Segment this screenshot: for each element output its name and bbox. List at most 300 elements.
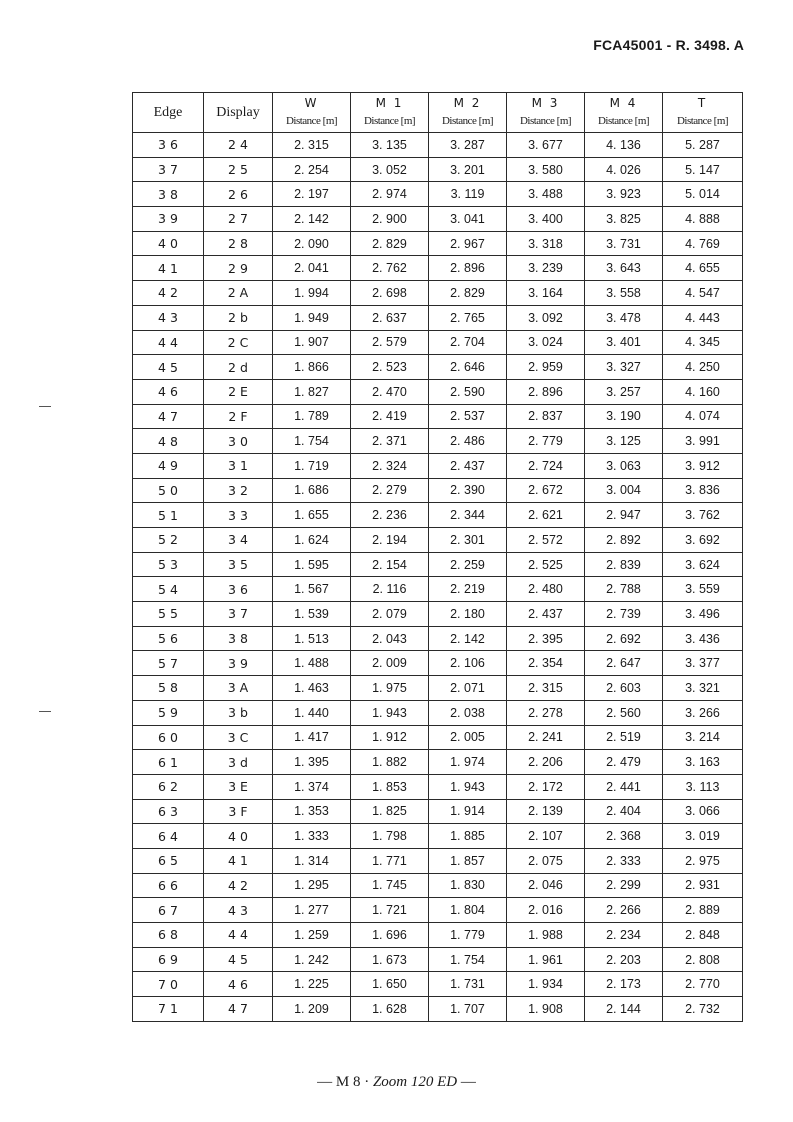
m2-cell: 2. 344 — [429, 503, 507, 528]
m3-cell: 3. 580 — [507, 157, 585, 182]
w-cell: 1. 314 — [273, 848, 351, 873]
t-cell: 4. 250 — [663, 355, 743, 380]
m2-cell: 1. 914 — [429, 799, 507, 824]
m4-cell: 3. 257 — [585, 379, 663, 404]
t-cell: 3. 912 — [663, 453, 743, 478]
w-cell: 2. 197 — [273, 182, 351, 207]
m3-cell: 3. 318 — [507, 231, 585, 256]
m2-cell: 2. 704 — [429, 330, 507, 355]
t-cell: 3. 214 — [663, 725, 743, 750]
series-unit: Distance [m] — [597, 115, 650, 127]
edge-cell: 62 — [133, 774, 204, 799]
w-cell: 2. 315 — [273, 133, 351, 158]
edge-cell: 57 — [133, 651, 204, 676]
display-cell: 33 — [204, 503, 273, 528]
display-cell: 31 — [204, 453, 273, 478]
t-cell: 4. 160 — [663, 379, 743, 404]
m3-cell: 2. 572 — [507, 528, 585, 553]
m3-cell: 2. 959 — [507, 355, 585, 380]
table-header-row — [133, 93, 743, 133]
display-cell: 27 — [204, 207, 273, 232]
edge-cell: 46 — [133, 379, 204, 404]
m4-cell: 2. 368 — [585, 824, 663, 849]
m1-cell: 2. 637 — [351, 305, 429, 330]
w-cell: 1. 242 — [273, 947, 351, 972]
m4-cell: 2. 560 — [585, 700, 663, 725]
display-cell: 3E — [204, 774, 273, 799]
m2-cell: 2. 180 — [429, 602, 507, 627]
m2-cell: 2. 829 — [429, 281, 507, 306]
m4-cell: 2. 892 — [585, 528, 663, 553]
m1-cell: 1. 882 — [351, 750, 429, 775]
w-cell: 2. 090 — [273, 231, 351, 256]
m2-cell: 1. 857 — [429, 848, 507, 873]
m1-cell: 2. 009 — [351, 651, 429, 676]
m3-cell: 3. 239 — [507, 256, 585, 281]
edge-cell: 39 — [133, 207, 204, 232]
m1-cell: 2. 043 — [351, 626, 429, 651]
table-row — [133, 824, 743, 849]
series-header-m4 — [585, 93, 663, 133]
table-row — [133, 700, 743, 725]
m2-cell: 2. 106 — [429, 651, 507, 676]
table-row — [133, 330, 743, 355]
m4-cell: 2. 739 — [585, 602, 663, 627]
m3-cell: 3. 677 — [507, 133, 585, 158]
table-row — [133, 379, 743, 404]
m2-cell: 2. 390 — [429, 478, 507, 503]
m1-cell: 2. 194 — [351, 528, 429, 553]
m3-cell: 2. 075 — [507, 848, 585, 873]
display-cell: 45 — [204, 947, 273, 972]
w-cell: 1. 789 — [273, 404, 351, 429]
edge-cell: 37 — [133, 157, 204, 182]
display-cell: 3A — [204, 676, 273, 701]
m2-cell: 2. 967 — [429, 231, 507, 256]
table-row — [133, 750, 743, 775]
m4-cell: 2. 603 — [585, 676, 663, 701]
page-number: M 8 · — [335, 1074, 370, 1090]
table-row — [133, 626, 743, 651]
m2-cell: 3. 287 — [429, 133, 507, 158]
m4-cell: 3. 063 — [585, 453, 663, 478]
m1-cell: 1. 745 — [351, 873, 429, 898]
display-cell: 34 — [204, 528, 273, 553]
series-header-m1 — [351, 93, 429, 133]
series-name: M 1 — [375, 96, 404, 110]
table-row — [133, 429, 743, 454]
m1-cell: 1. 628 — [351, 997, 429, 1022]
m4-cell: 2. 299 — [585, 873, 663, 898]
w-cell: 2. 041 — [273, 256, 351, 281]
m3-cell: 2. 837 — [507, 404, 585, 429]
series-name: T — [697, 96, 708, 110]
m3-cell: 1. 961 — [507, 947, 585, 972]
m4-cell: 2. 173 — [585, 972, 663, 997]
m3-cell: 2. 724 — [507, 453, 585, 478]
edge-cell: 69 — [133, 947, 204, 972]
m2-cell: 2. 259 — [429, 552, 507, 577]
m1-cell: 1. 696 — [351, 923, 429, 948]
display-cell: 2A — [204, 281, 273, 306]
m2-cell: 2. 896 — [429, 256, 507, 281]
m1-cell: 1. 943 — [351, 700, 429, 725]
table-row — [133, 157, 743, 182]
m3-cell: 1. 908 — [507, 997, 585, 1022]
display-cell: 38 — [204, 626, 273, 651]
w-cell: 1. 295 — [273, 873, 351, 898]
m2-cell: 2. 005 — [429, 725, 507, 750]
m1-cell: 2. 324 — [351, 453, 429, 478]
m3-cell: 2. 896 — [507, 379, 585, 404]
t-cell: 3. 559 — [663, 577, 743, 602]
edge-cell: 58 — [133, 676, 204, 701]
edge-cell: 67 — [133, 898, 204, 923]
m1-cell: 2. 236 — [351, 503, 429, 528]
m4-cell: 3. 125 — [585, 429, 663, 454]
m3-cell: 2. 480 — [507, 577, 585, 602]
t-cell: 2. 931 — [663, 873, 743, 898]
display-cell: 30 — [204, 429, 273, 454]
m2-cell: 1. 804 — [429, 898, 507, 923]
table-row — [133, 848, 743, 873]
m1-cell: 2. 419 — [351, 404, 429, 429]
w-cell: 1. 655 — [273, 503, 351, 528]
display-cell: 3C — [204, 725, 273, 750]
m4-cell: 4. 136 — [585, 133, 663, 158]
edge-cell: 54 — [133, 577, 204, 602]
m2-cell: 1. 779 — [429, 923, 507, 948]
m3-cell: 3. 488 — [507, 182, 585, 207]
w-cell: 1. 686 — [273, 478, 351, 503]
display-cell: 43 — [204, 898, 273, 923]
m4-cell: 3. 401 — [585, 330, 663, 355]
model-name: Zoom 120 ED — [372, 1074, 458, 1090]
m4-cell: 2. 441 — [585, 774, 663, 799]
edge-cell: 50 — [133, 478, 204, 503]
t-cell: 3. 113 — [663, 774, 743, 799]
display-cell: 3b — [204, 700, 273, 725]
edge-cell: 56 — [133, 626, 204, 651]
series-name: M 2 — [453, 96, 482, 110]
m2-cell: 2. 301 — [429, 528, 507, 553]
m3-cell: 3. 400 — [507, 207, 585, 232]
m1-cell: 2. 762 — [351, 256, 429, 281]
table-row — [133, 972, 743, 997]
m3-cell: 2. 395 — [507, 626, 585, 651]
w-cell: 1. 624 — [273, 528, 351, 553]
table-row — [133, 923, 743, 948]
document-id: FCA45001 - R. 3498. A — [593, 37, 744, 53]
edge-cell: 44 — [133, 330, 204, 355]
t-cell: 4. 074 — [663, 404, 743, 429]
edge-cell: 38 — [133, 182, 204, 207]
series-name: M 4 — [609, 96, 638, 110]
m2-cell: 1. 707 — [429, 997, 507, 1022]
table-body — [133, 133, 743, 1022]
edge-cell: 45 — [133, 355, 204, 380]
display-cell: 25 — [204, 157, 273, 182]
m2-cell: 1. 754 — [429, 947, 507, 972]
edge-cell: 41 — [133, 256, 204, 281]
margin-tick-mark — [39, 711, 51, 712]
footer-dash: — — [317, 1074, 333, 1090]
m4-cell: 3. 478 — [585, 305, 663, 330]
display-cell: 2F — [204, 404, 273, 429]
w-cell: 1. 488 — [273, 651, 351, 676]
table-row — [133, 182, 743, 207]
m2-cell: 1. 974 — [429, 750, 507, 775]
display-cell: 37 — [204, 602, 273, 627]
display-header: Display — [204, 93, 273, 133]
display-cell: 42 — [204, 873, 273, 898]
table-row — [133, 305, 743, 330]
table-row — [133, 799, 743, 824]
table-row — [133, 133, 743, 158]
m1-cell: 2. 279 — [351, 478, 429, 503]
table-row — [133, 355, 743, 380]
t-cell: 3. 836 — [663, 478, 743, 503]
display-cell: 39 — [204, 651, 273, 676]
m3-cell: 2. 172 — [507, 774, 585, 799]
table-row — [133, 676, 743, 701]
t-cell: 3. 692 — [663, 528, 743, 553]
t-cell: 3. 377 — [663, 651, 743, 676]
m3-cell: 1. 988 — [507, 923, 585, 948]
m3-cell: 2. 672 — [507, 478, 585, 503]
w-cell: 1. 754 — [273, 429, 351, 454]
t-cell: 4. 769 — [663, 231, 743, 256]
w-cell: 2. 254 — [273, 157, 351, 182]
table-row — [133, 404, 743, 429]
w-cell: 1. 463 — [273, 676, 351, 701]
m1-cell: 2. 079 — [351, 602, 429, 627]
m3-cell: 2. 525 — [507, 552, 585, 577]
w-cell: 1. 994 — [273, 281, 351, 306]
m2-cell: 3. 119 — [429, 182, 507, 207]
m1-cell: 2. 829 — [351, 231, 429, 256]
table-row — [133, 552, 743, 577]
edge-cell: 60 — [133, 725, 204, 750]
edge-cell: 61 — [133, 750, 204, 775]
table-row — [133, 947, 743, 972]
m2-cell: 3. 041 — [429, 207, 507, 232]
m3-cell: 2. 354 — [507, 651, 585, 676]
m4-cell: 3. 558 — [585, 281, 663, 306]
m4-cell: 2. 947 — [585, 503, 663, 528]
t-cell: 3. 266 — [663, 700, 743, 725]
m1-cell: 1. 798 — [351, 824, 429, 849]
display-cell: 2b — [204, 305, 273, 330]
m3-cell: 2. 107 — [507, 824, 585, 849]
t-cell: 5. 287 — [663, 133, 743, 158]
display-cell: 35 — [204, 552, 273, 577]
m4-cell: 3. 731 — [585, 231, 663, 256]
t-cell: 5. 014 — [663, 182, 743, 207]
margin-tick-mark — [39, 406, 51, 407]
edge-cell: 36 — [133, 133, 204, 158]
t-cell: 3. 019 — [663, 824, 743, 849]
m3-cell: 2. 621 — [507, 503, 585, 528]
table-row — [133, 997, 743, 1022]
edge-cell: 53 — [133, 552, 204, 577]
m4-cell: 2. 692 — [585, 626, 663, 651]
m2-cell: 3. 201 — [429, 157, 507, 182]
m1-cell: 3. 052 — [351, 157, 429, 182]
m3-cell: 2. 315 — [507, 676, 585, 701]
w-cell: 1. 949 — [273, 305, 351, 330]
edge-cell: 65 — [133, 848, 204, 873]
m3-cell: 2. 241 — [507, 725, 585, 750]
table-row — [133, 207, 743, 232]
t-cell: 4. 443 — [663, 305, 743, 330]
series-header-m3 — [507, 93, 585, 133]
m2-cell: 1. 731 — [429, 972, 507, 997]
w-cell: 1. 595 — [273, 552, 351, 577]
t-cell: 5. 147 — [663, 157, 743, 182]
display-cell: 2d — [204, 355, 273, 380]
series-name: M 3 — [531, 96, 560, 110]
display-cell: 29 — [204, 256, 273, 281]
edge-cell: 71 — [133, 997, 204, 1022]
m2-cell: 1. 943 — [429, 774, 507, 799]
w-cell: 1. 353 — [273, 799, 351, 824]
display-cell: 26 — [204, 182, 273, 207]
m1-cell: 2. 470 — [351, 379, 429, 404]
m1-cell: 2. 900 — [351, 207, 429, 232]
distance-table — [132, 92, 743, 1022]
w-cell: 1. 539 — [273, 602, 351, 627]
m4-cell: 2. 647 — [585, 651, 663, 676]
m3-cell: 3. 024 — [507, 330, 585, 355]
w-cell: 1. 333 — [273, 824, 351, 849]
m2-cell: 2. 437 — [429, 453, 507, 478]
table-row — [133, 774, 743, 799]
display-cell: 2E — [204, 379, 273, 404]
m4-cell: 2. 519 — [585, 725, 663, 750]
edge-cell: 43 — [133, 305, 204, 330]
display-cell: 24 — [204, 133, 273, 158]
m1-cell: 1. 975 — [351, 676, 429, 701]
edge-cell: 63 — [133, 799, 204, 824]
table-row — [133, 256, 743, 281]
edge-cell: 70 — [133, 972, 204, 997]
m3-cell: 2. 046 — [507, 873, 585, 898]
m4-cell: 2. 234 — [585, 923, 663, 948]
edge-cell: 40 — [133, 231, 204, 256]
display-cell: 3d — [204, 750, 273, 775]
m2-cell: 1. 885 — [429, 824, 507, 849]
t-cell: 4. 345 — [663, 330, 743, 355]
m4-cell: 2. 839 — [585, 552, 663, 577]
m3-cell: 3. 164 — [507, 281, 585, 306]
edge-cell: 55 — [133, 602, 204, 627]
w-cell: 1. 866 — [273, 355, 351, 380]
w-cell: 1. 209 — [273, 997, 351, 1022]
t-cell: 2. 975 — [663, 848, 743, 873]
m3-cell: 2. 278 — [507, 700, 585, 725]
footer-dash: — — [460, 1074, 476, 1090]
t-cell: 4. 547 — [663, 281, 743, 306]
display-cell: 32 — [204, 478, 273, 503]
m1-cell: 2. 974 — [351, 182, 429, 207]
m2-cell: 2. 219 — [429, 577, 507, 602]
t-cell: 2. 808 — [663, 947, 743, 972]
w-cell: 1. 277 — [273, 898, 351, 923]
display-cell: 3F — [204, 799, 273, 824]
table-row — [133, 528, 743, 553]
t-cell: 4. 888 — [663, 207, 743, 232]
t-cell: 3. 066 — [663, 799, 743, 824]
m4-cell: 2. 788 — [585, 577, 663, 602]
edge-cell: 42 — [133, 281, 204, 306]
edge-cell: 47 — [133, 404, 204, 429]
w-cell: 1. 907 — [273, 330, 351, 355]
table-row — [133, 651, 743, 676]
series-header-m2 — [429, 93, 507, 133]
edge-cell: 49 — [133, 453, 204, 478]
t-cell: 3. 991 — [663, 429, 743, 454]
t-cell: 2. 770 — [663, 972, 743, 997]
t-cell: 2. 848 — [663, 923, 743, 948]
m4-cell: 2. 404 — [585, 799, 663, 824]
m3-cell: 2. 016 — [507, 898, 585, 923]
series-name: W — [304, 96, 319, 110]
m4-cell: 3. 923 — [585, 182, 663, 207]
t-cell: 3. 762 — [663, 503, 743, 528]
m1-cell: 2. 579 — [351, 330, 429, 355]
display-cell: 28 — [204, 231, 273, 256]
table-row — [133, 503, 743, 528]
m1-cell: 2. 698 — [351, 281, 429, 306]
edge-cell: 51 — [133, 503, 204, 528]
m1-cell: 2. 523 — [351, 355, 429, 380]
m1-cell: 3. 135 — [351, 133, 429, 158]
m2-cell: 2. 142 — [429, 626, 507, 651]
m4-cell: 2. 479 — [585, 750, 663, 775]
m4-cell: 3. 825 — [585, 207, 663, 232]
series-unit: Distance [m] — [441, 115, 494, 127]
m4-cell: 3. 643 — [585, 256, 663, 281]
m1-cell: 1. 771 — [351, 848, 429, 873]
m3-cell: 2. 779 — [507, 429, 585, 454]
display-cell: 41 — [204, 848, 273, 873]
w-cell: 1. 417 — [273, 725, 351, 750]
table-row — [133, 231, 743, 256]
m1-cell: 2. 116 — [351, 577, 429, 602]
display-cell: 36 — [204, 577, 273, 602]
edge-header: Edge — [133, 93, 204, 133]
m4-cell: 3. 190 — [585, 404, 663, 429]
m1-cell: 1. 853 — [351, 774, 429, 799]
w-cell: 1. 440 — [273, 700, 351, 725]
t-cell: 4. 655 — [663, 256, 743, 281]
m1-cell: 1. 721 — [351, 898, 429, 923]
m4-cell: 2. 144 — [585, 997, 663, 1022]
t-cell: 2. 732 — [663, 997, 743, 1022]
t-cell: 3. 624 — [663, 552, 743, 577]
edge-cell: 48 — [133, 429, 204, 454]
w-cell: 1. 567 — [273, 577, 351, 602]
edge-cell: 64 — [133, 824, 204, 849]
m2-cell: 2. 646 — [429, 355, 507, 380]
t-cell: 3. 496 — [663, 602, 743, 627]
m3-cell: 2. 139 — [507, 799, 585, 824]
edge-cell: 59 — [133, 700, 204, 725]
table-row — [133, 577, 743, 602]
m2-cell: 2. 537 — [429, 404, 507, 429]
display-cell: 46 — [204, 972, 273, 997]
